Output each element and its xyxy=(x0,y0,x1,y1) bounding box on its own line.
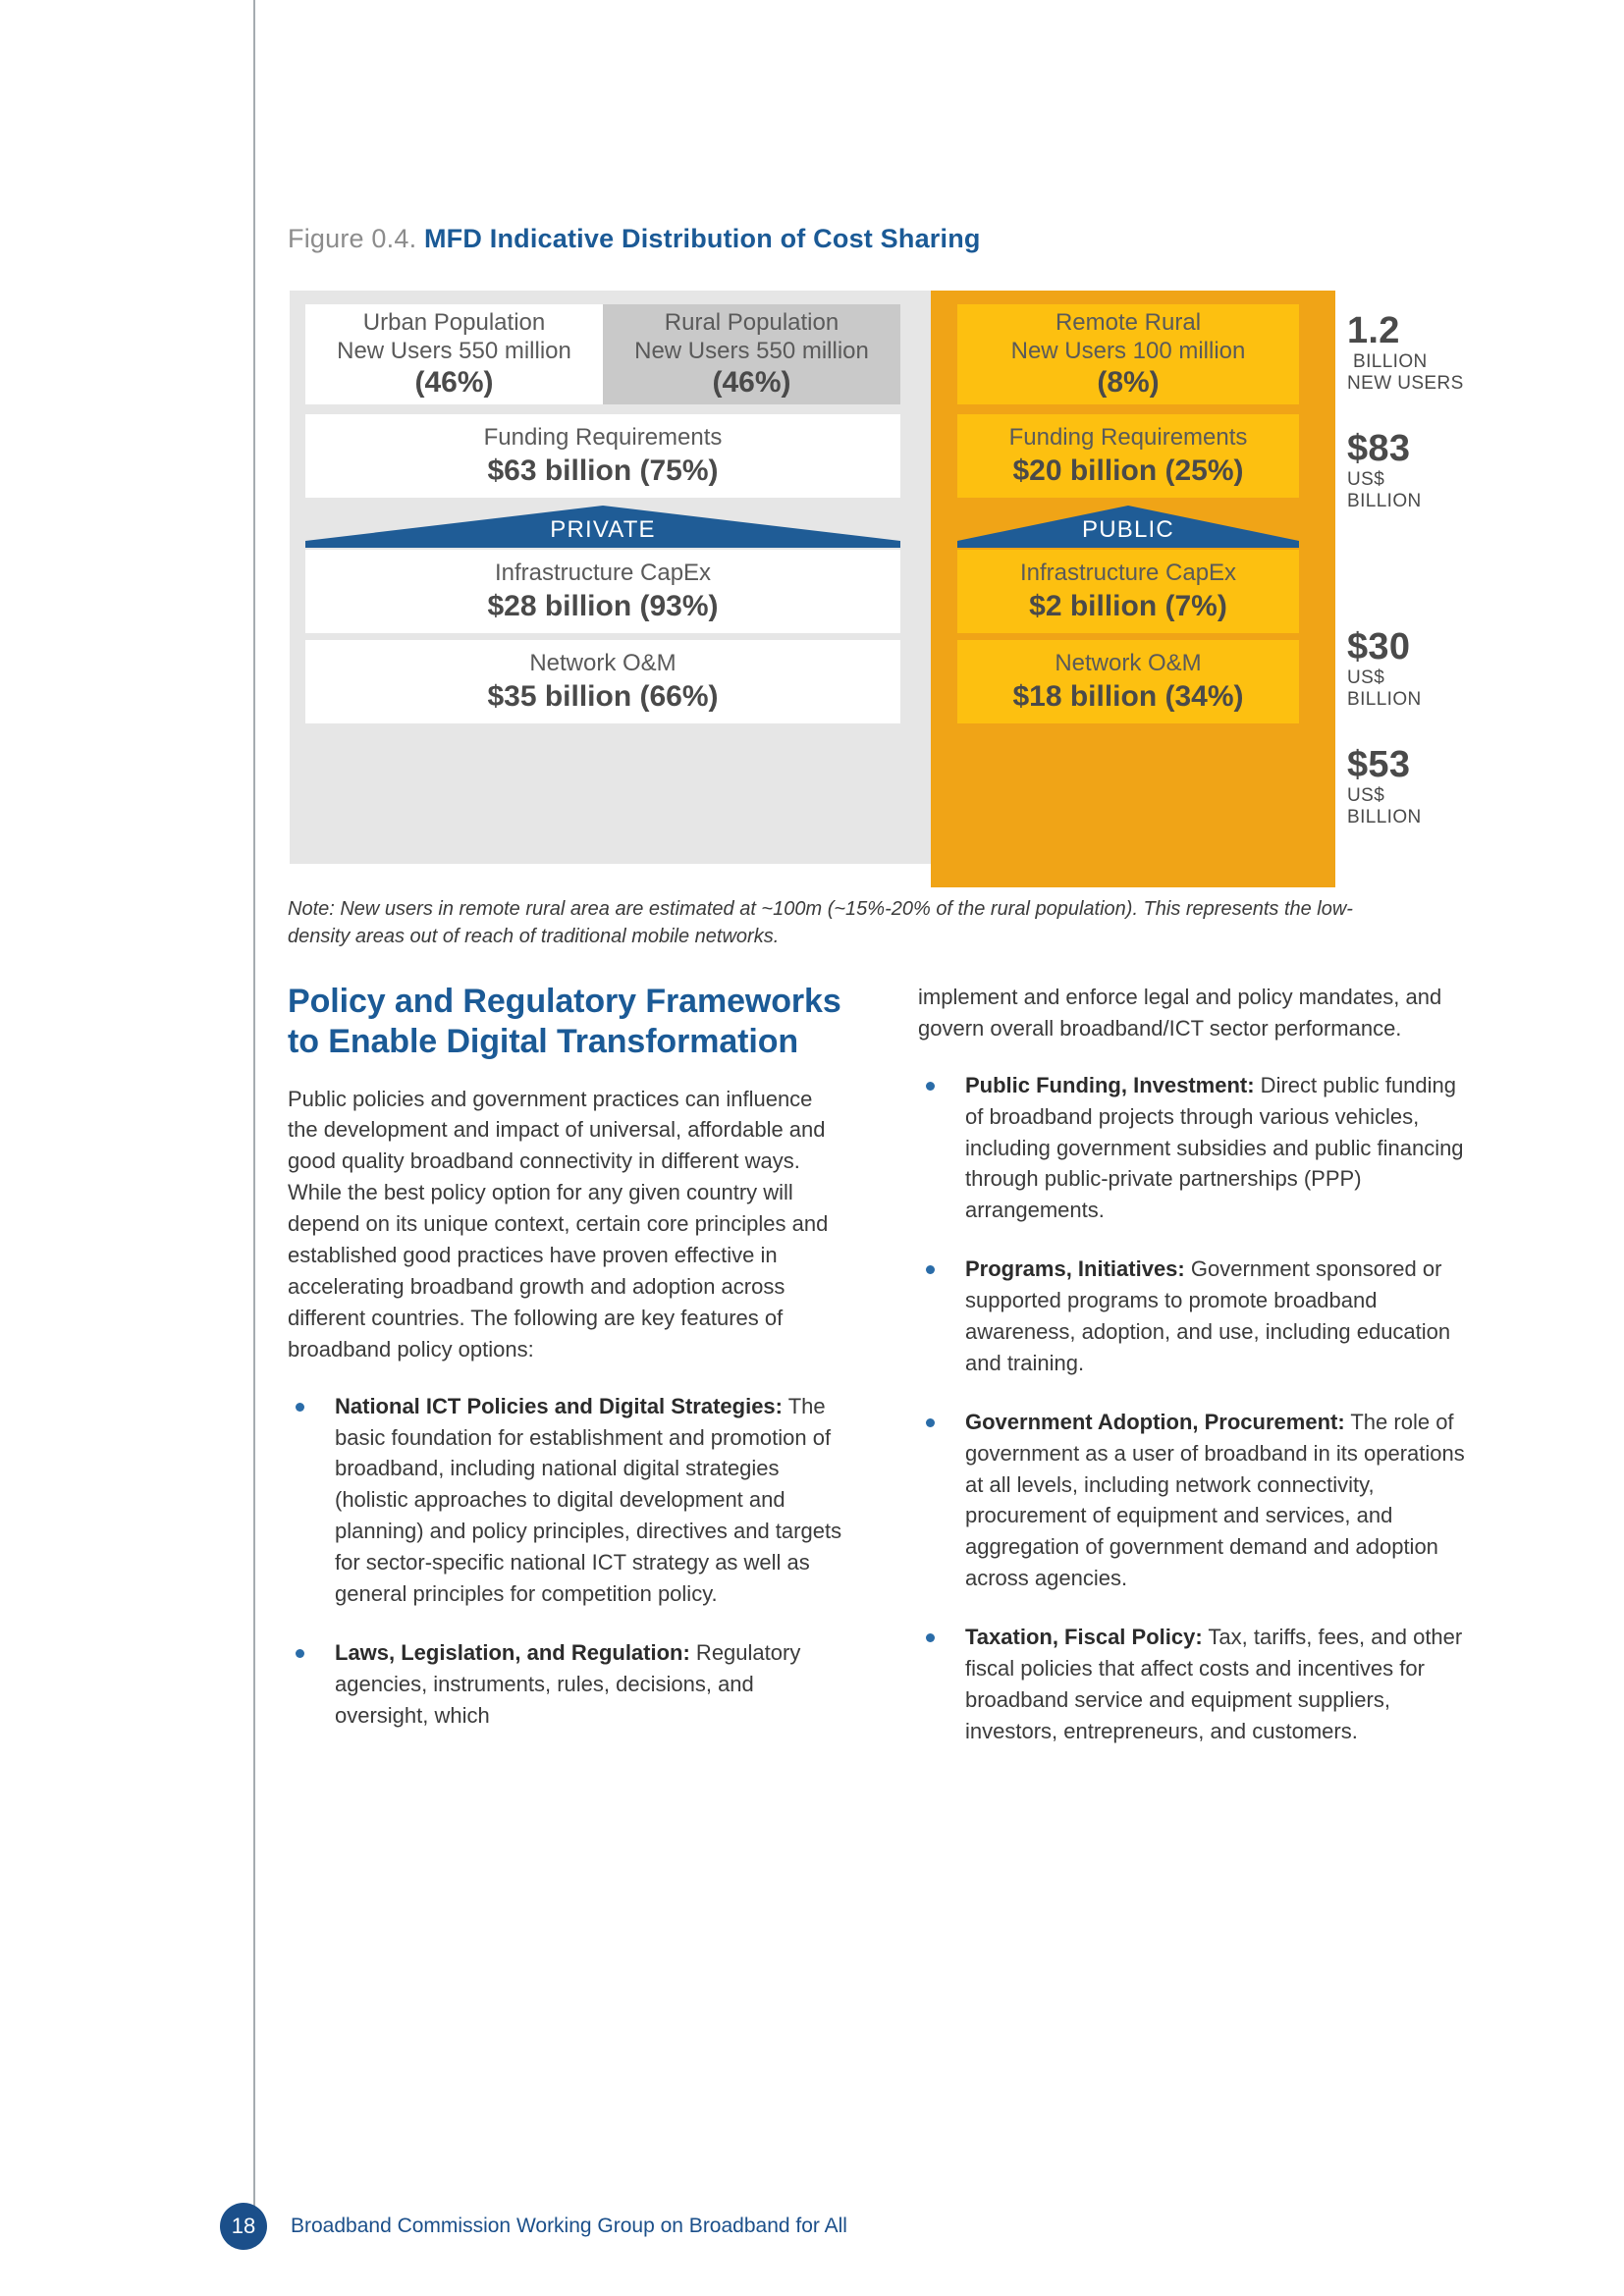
list-item xyxy=(918,1070,1478,1226)
bullet-dot-icon xyxy=(926,1265,935,1274)
public-opex-value: $18 billion (34%) xyxy=(1012,680,1244,714)
figure-number: Figure 0.4. xyxy=(288,224,417,253)
urban-population-title: Urban Population xyxy=(362,308,546,336)
total-new-users-value: 1.2 xyxy=(1347,310,1400,351)
list-item xyxy=(288,1637,847,1732)
public-opex-box xyxy=(957,640,1299,723)
figure-caption xyxy=(288,224,981,254)
public-capex-box xyxy=(957,550,1299,633)
private-funding-title: Funding Requirements xyxy=(483,423,723,451)
rural-population-subtitle: New Users 550 million xyxy=(634,338,869,364)
intro-paragraph: Public policies and government practices can influence the development and impact of universal, affordable and good quality broadband connectivity in different ways. While the best policy option for any given country will depend on its unique context, certain core principles and established good practices have proven effective in accelerating broadband growth and adoption across different countries. The following are key features of broadband policy options: xyxy=(288,1086,829,1362)
total-opex xyxy=(1347,746,1422,828)
page-number-badge: 18 xyxy=(220,2203,267,2250)
total-opex-value: $53 xyxy=(1347,744,1411,785)
bullet-text: The basic foundation for establishment and promotion of broadband, including national digital strategies (holistic approaches to digital development and planning) and policy principles, directives and targets for sector-specific national ICT strategy as well as general principles for competition policy. xyxy=(335,1393,842,1606)
urban-population-value: (46%) xyxy=(414,366,494,400)
bullet-term: Programs, Initiatives: xyxy=(965,1256,1185,1282)
total-capex xyxy=(1347,628,1422,711)
rural-population-box xyxy=(603,304,900,404)
bullet-dot-icon xyxy=(926,1418,935,1427)
section-heading: Policy and Regulatory Frameworks to Enable Digital Transformation xyxy=(288,983,841,1060)
private-opex-box xyxy=(305,640,900,723)
total-funding xyxy=(1347,430,1422,512)
list-item xyxy=(288,1391,847,1610)
right-column xyxy=(918,982,1478,1775)
public-band-label: PUBLIC xyxy=(1082,516,1174,543)
right-bullet-list xyxy=(918,1070,1478,1747)
rural-population-title: Rural Population xyxy=(664,308,839,336)
page-margin-rule xyxy=(253,0,255,2233)
public-funding-box xyxy=(957,414,1299,498)
rural-population-value: (46%) xyxy=(712,366,791,400)
bullet-term: Taxation, Fiscal Policy: xyxy=(965,1625,1203,1650)
bullet-text: Tax, tariffs, fees, and other fiscal policies that affect costs and incentives for broadband service and equipment suppliers, investors, entrepreneurs, and customers. xyxy=(965,1625,1463,1743)
total-opex-unit-1: US$ xyxy=(1347,784,1385,806)
bullet-dot-icon xyxy=(926,1082,935,1091)
public-opex-title: Network O&M xyxy=(1055,649,1202,676)
figure-title: MFD Indicative Distribution of Cost Sharing xyxy=(423,224,981,253)
bullet-dot-icon xyxy=(296,1403,304,1412)
private-capex-box xyxy=(305,550,900,633)
list-item xyxy=(918,1254,1478,1379)
public-capex-value: $2 billion (7%) xyxy=(1029,590,1227,623)
private-opex-title: Network O&M xyxy=(529,649,677,676)
private-capex-title: Infrastructure CapEx xyxy=(494,559,712,586)
remote-rural-subtitle: New Users 100 million xyxy=(1010,338,1246,364)
bullet-term: National ICT Policies and Digital Strategies: xyxy=(335,1393,783,1418)
remote-rural-value: (8%) xyxy=(1097,366,1160,400)
urban-population-box xyxy=(305,304,603,404)
remote-rural-population-box xyxy=(957,304,1299,404)
total-new-users-unit-2: NEW USERS xyxy=(1347,372,1464,394)
bullet-term: Government Adoption, Procurement: xyxy=(965,1409,1345,1434)
bullet-text: Government sponsored or supported programs to promote broadband awareness, adoption, and use, including education and training. xyxy=(965,1256,1451,1375)
public-capex-title: Infrastructure CapEx xyxy=(1019,559,1237,586)
total-funding-unit-1: US$ xyxy=(1347,468,1385,490)
list-item xyxy=(918,1622,1478,1747)
total-capex-value: $30 xyxy=(1347,626,1411,667)
right-continuation-paragraph: implement and enforce legal and policy mandates, and govern overall broadband/ICT sector performance. xyxy=(918,985,1442,1041)
total-funding-unit-2: BILLION xyxy=(1347,490,1422,511)
bullet-text: The role of government as a user of broadband in its operations at all levels, including network connectivity, procurement of equipment and services, and aggregation of government demand and adoption across agencies. xyxy=(965,1409,1465,1591)
bullet-term: Laws, Legislation, and Regulation: xyxy=(335,1639,690,1665)
left-column xyxy=(288,982,847,1759)
bullet-text: Direct public funding of broadband projects through various vehicles, including government subsidies and public financing through public-private partnerships (PPP) arrangements. xyxy=(965,1072,1464,1223)
total-opex-unit-2: BILLION xyxy=(1347,806,1422,828)
figure-note: Note: New users in remote rural area are estimated at ~100m (~15%-20% of the rural population). This represents the low-density areas out of reach of traditional mobile networks. xyxy=(288,898,1353,948)
private-opex-value: $35 billion (66%) xyxy=(487,680,719,714)
bullet-dot-icon xyxy=(926,1633,935,1642)
private-band-label: PRIVATE xyxy=(550,516,656,543)
total-new-users xyxy=(1347,312,1464,395)
left-bullet-list xyxy=(288,1391,847,1732)
bullet-term: Public Funding, Investment: xyxy=(965,1072,1255,1097)
footer-text: Broadband Commission Working Group on Broadband for All xyxy=(291,2215,847,2237)
private-funding-box xyxy=(305,414,900,498)
total-capex-unit-2: BILLION xyxy=(1347,688,1422,710)
total-new-users-unit-1: BILLION xyxy=(1353,350,1428,372)
private-capex-value: $28 billion (93%) xyxy=(487,590,719,623)
public-funding-title: Funding Requirements xyxy=(1008,423,1248,451)
private-funding-value: $63 billion (75%) xyxy=(487,454,719,488)
public-band xyxy=(957,502,1299,548)
private-band xyxy=(305,502,900,548)
total-capex-unit-1: US$ xyxy=(1347,667,1385,688)
urban-population-subtitle: New Users 550 million xyxy=(337,338,571,364)
bullet-text: Regulatory agencies, instruments, rules, decisions, and oversight, which xyxy=(335,1639,801,1728)
remote-rural-title: Remote Rural xyxy=(1055,308,1202,336)
bullet-dot-icon xyxy=(296,1649,304,1658)
public-funding-value: $20 billion (25%) xyxy=(1012,454,1244,488)
list-item xyxy=(918,1407,1478,1594)
mfd-cost-sharing-figure xyxy=(290,291,1335,887)
total-funding-value: $83 xyxy=(1347,428,1411,469)
